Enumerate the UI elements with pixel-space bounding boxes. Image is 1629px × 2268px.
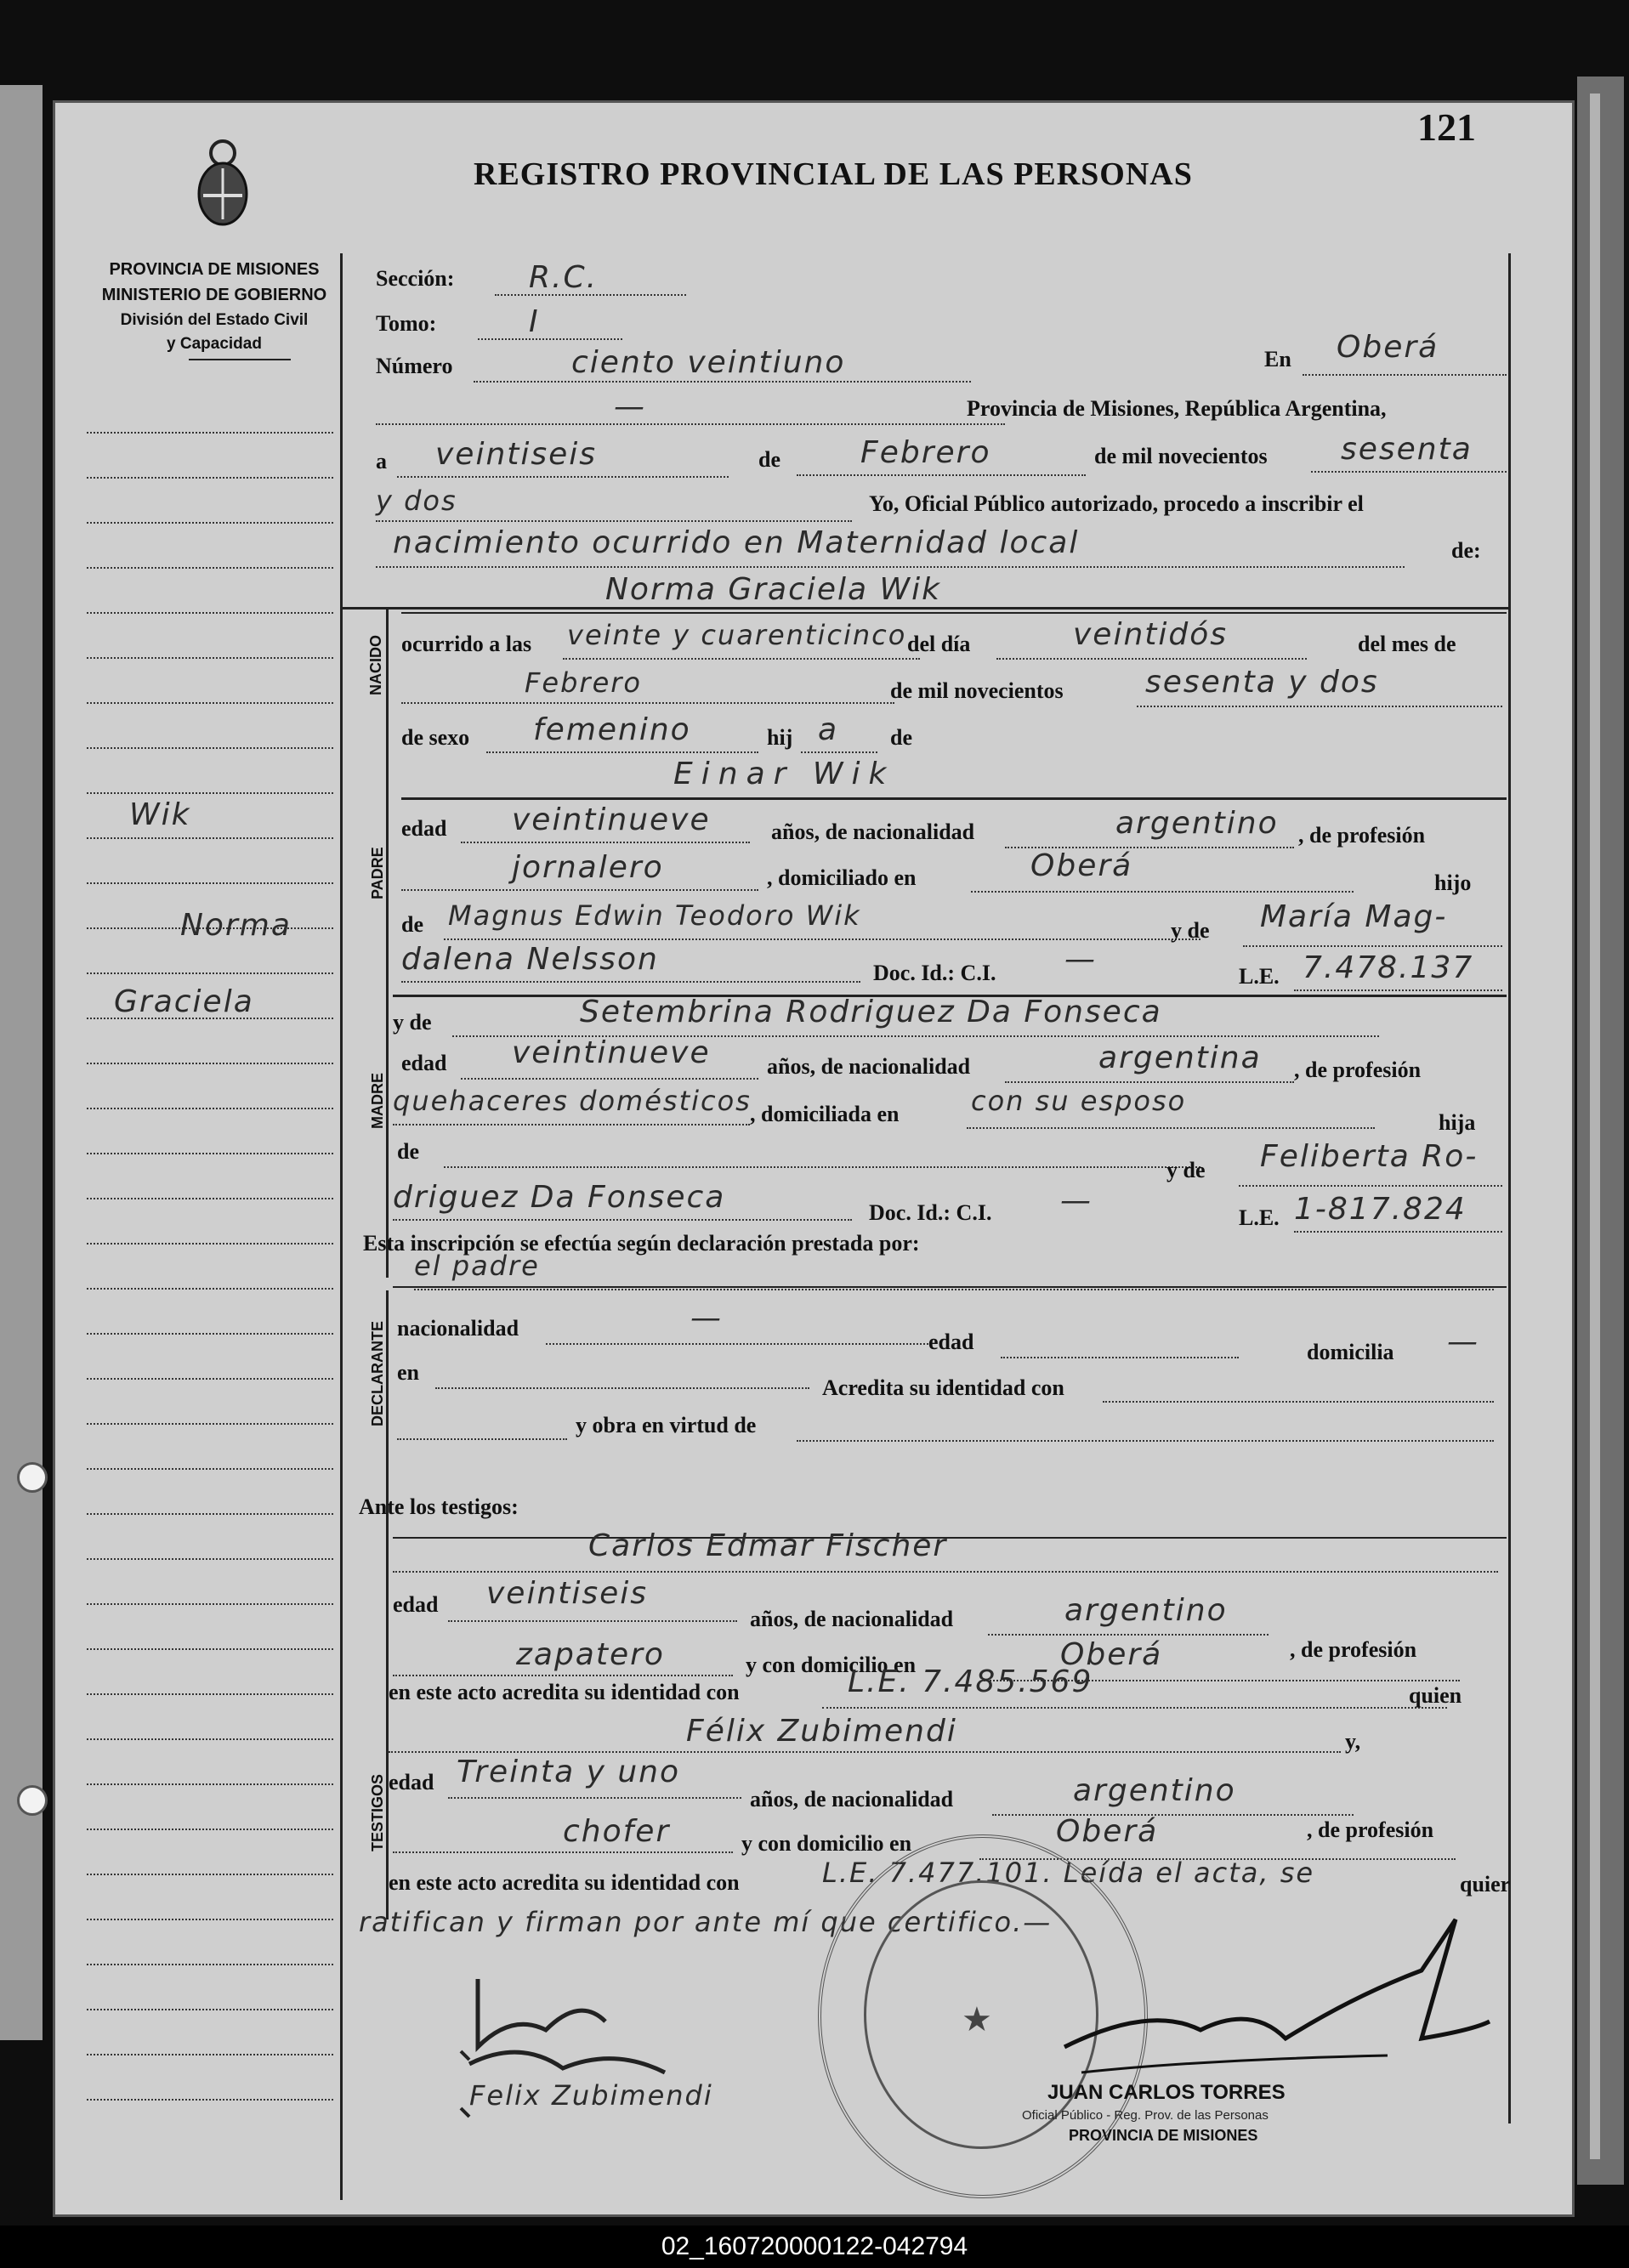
form-right-border <box>1508 253 1511 2123</box>
padre-le-line <box>1294 989 1502 991</box>
margin-name2: Graciela <box>114 984 254 1019</box>
nacido-top-rule <box>342 607 1508 610</box>
padre-doc-label: Doc. Id.: C.I. <box>873 961 996 985</box>
signature-felix: Felix Zubimendi <box>469 2079 713 2112</box>
t1-nac-value: argentino <box>1064 1593 1228 1628</box>
margin-rule <box>87 1874 333 1875</box>
margin-rule <box>87 1288 333 1290</box>
y-coma-label: y, <box>1345 1729 1361 1754</box>
margin-rule <box>87 522 333 524</box>
book-spine-edge <box>1577 77 1624 2185</box>
padre-le-label: L.E. <box>1239 964 1280 989</box>
sexo-value: femenino <box>533 712 691 747</box>
madre-side-label: MADRE <box>369 1073 386 1129</box>
dec-acredita-line <box>1103 1401 1494 1403</box>
padre-dom-label: , domiciliado en <box>767 865 917 890</box>
t1-acto-line <box>822 1707 1447 1709</box>
margin-rule <box>87 1423 333 1425</box>
padre-dom-value: Oberá <box>1030 848 1133 883</box>
declarante-top-rule <box>393 1286 1507 1288</box>
form-left-border <box>340 253 343 2200</box>
t1-acto-label: en este acto acredita su identidad con <box>389 1680 740 1704</box>
margin-rule <box>87 1198 333 1199</box>
en-line <box>1303 374 1507 376</box>
de2-label: de <box>890 725 912 750</box>
margin-rule <box>87 1693 333 1695</box>
page-number: 121 <box>1417 105 1476 149</box>
abuela-line <box>1243 945 1502 947</box>
yo-text: Yo, Oficial Público autorizado, procedo a inscribir el <box>869 491 1364 516</box>
margin-rule <box>87 1648 333 1650</box>
margin-rule <box>87 1558 333 1560</box>
madre-nac-value: argentina <box>1098 1040 1262 1075</box>
ministry-header: MINISTERIO DE GOBIERNO <box>101 286 327 304</box>
anio-value: sesenta <box>1341 432 1473 467</box>
abuelo-line <box>444 938 1200 940</box>
dec-nac-line <box>546 1343 928 1345</box>
madre-le-label: L.E. <box>1239 1205 1280 1230</box>
margin-rule <box>87 1108 333 1109</box>
madre-le-line <box>1294 1231 1502 1233</box>
madre-prof-value: quehaceres domésticos <box>393 1085 752 1117</box>
margin-surname: Wik <box>129 797 191 832</box>
nacido-rule <box>386 609 389 838</box>
province-line <box>376 423 1005 425</box>
dia-line <box>397 476 729 478</box>
madre-ci-value: — <box>1060 1183 1093 1218</box>
margin-rule <box>87 1738 333 1740</box>
margin-rule <box>87 1603 333 1605</box>
padre-rule <box>386 806 389 1027</box>
declarante-line <box>414 1289 1494 1290</box>
hora-line <box>563 658 920 660</box>
madre-edad-line <box>461 1078 758 1080</box>
header-underline <box>189 359 291 360</box>
sexo-label: de sexo <box>401 725 470 750</box>
dia-value: veintiseis <box>435 437 598 472</box>
anio-nac-line <box>1137 706 1502 707</box>
madre-edad-label: edad <box>401 1051 447 1075</box>
dash-value: — <box>614 389 646 424</box>
madre-prof-line <box>393 1124 750 1125</box>
scan-id-footer: 02_160720000122-042794 <box>0 2225 1629 2268</box>
dec-domicilia-label: domicilia <box>1307 1340 1394 1364</box>
padre-le-value: 7.478.137 <box>1303 950 1474 985</box>
padre-dom-line <box>971 891 1354 893</box>
hija-label: hija <box>1439 1110 1476 1135</box>
margin-rule <box>87 792 333 794</box>
margin-rule <box>87 837 333 839</box>
margin-rule <box>87 972 333 974</box>
abuela2-cont-line <box>393 1219 852 1221</box>
margin-rule <box>87 1513 333 1515</box>
dia-nac-value: veintidós <box>1073 617 1229 652</box>
quier-label: quier <box>1460 1872 1511 1897</box>
dec-edad-label: edad <box>928 1330 974 1354</box>
nombre-rule <box>401 612 1507 614</box>
ante-testigos-text: Ante los testigos: <box>359 1494 519 1519</box>
padre-prof-line <box>401 889 758 891</box>
testigos-top-rule <box>393 1537 1507 1539</box>
madre-prof-label: , de profesión <box>1294 1057 1422 1082</box>
margin-rule <box>87 1243 333 1245</box>
testigos-rule <box>386 1545 389 1919</box>
cierre-value: ratifican y firman por ante mí que certifico.— <box>359 1906 1053 1938</box>
padre-ci-value: — <box>1064 942 1097 977</box>
madre-dom-label: , domiciliada en <box>750 1102 900 1126</box>
margin-name1: Norma <box>180 908 292 943</box>
tomo-line <box>478 338 622 340</box>
margin-rule <box>87 2009 333 2010</box>
nacido-side-label: NACIDO <box>367 635 384 695</box>
t2-edad-value: Treinta y uno <box>457 1755 680 1789</box>
margin-rule <box>87 1468 333 1470</box>
anio-line <box>1311 471 1507 473</box>
t2-dom-value: Oberá <box>1056 1814 1159 1849</box>
anio-cont-value: y dos <box>376 485 457 517</box>
madre-dom-value: con su esposo <box>971 1085 1187 1117</box>
t1-edad-line <box>448 1620 737 1622</box>
margin-rule <box>87 1063 333 1064</box>
margin-rule <box>87 1333 333 1335</box>
padre-edad-line <box>461 842 750 843</box>
dec-en-line <box>435 1387 809 1389</box>
hij-label: hij <box>767 725 793 750</box>
margin-rule <box>87 612 333 614</box>
de-colon-label: de: <box>1451 538 1481 563</box>
t2-dom-label: y con domicilio en <box>741 1831 912 1856</box>
margin-rule <box>87 1919 333 1920</box>
en-value: Oberá <box>1337 330 1439 365</box>
tomo-value: I <box>529 304 540 339</box>
madre-value: Setembrina Rodriguez Da Fonseca <box>580 995 1162 1029</box>
padre-de-label: de <box>401 912 423 937</box>
padre-prof-label: , de profesión <box>1298 823 1426 848</box>
t1-edad-label: edad <box>393 1592 439 1617</box>
t1-prof-value: zapatero <box>516 1637 665 1672</box>
margin-rule <box>87 567 333 569</box>
seccion-label: Sección: <box>376 266 455 291</box>
dec-obra-line <box>797 1440 1494 1442</box>
t2-acto-label: en este acto acredita su identidad con <box>389 1870 740 1895</box>
margin-rule <box>87 1783 333 1785</box>
del-mes-label: del mes de <box>1358 632 1456 656</box>
t1-prof-line <box>393 1675 733 1676</box>
witness-signatures <box>410 1962 733 2157</box>
madre-dom-line <box>967 1127 1375 1129</box>
province-text: Provincia de Misiones, República Argentina, <box>967 396 1387 421</box>
lugar-line <box>376 566 1405 568</box>
mes-value: Febrero <box>860 435 991 470</box>
t2-prof-label: , de profesión <box>1307 1817 1434 1842</box>
stamp-star-icon: ★ <box>962 2000 992 2038</box>
madre-nac-line <box>1005 1081 1294 1083</box>
anio-nac-value: sesenta y dos <box>1145 665 1379 700</box>
margin-rule <box>87 1964 333 1965</box>
division-header: División del Estado Civil <box>120 311 309 329</box>
margin-rule <box>87 432 333 434</box>
hijo-label: hijo <box>1434 870 1472 895</box>
nombre-value: Norma Graciela Wik <box>605 572 941 607</box>
t1-nac-label: años, de nacionalidad <box>750 1607 954 1631</box>
dec-dom-value: — <box>1447 1324 1479 1359</box>
binding-ring <box>17 1462 46 1819</box>
mes-nac-line <box>401 702 894 704</box>
official-title: Oficial Público - Reg. Prov. de las Personas <box>1022 2108 1269 2123</box>
dec-acredita-label: Acredita su identidad con <box>822 1375 1064 1400</box>
t2-prof-value: chofer <box>563 1814 671 1849</box>
madre-de-label: de <box>397 1139 419 1164</box>
mes-line <box>797 474 1086 476</box>
madre-y-de2-label: y de <box>1166 1158 1206 1182</box>
padre-side-label: PADRE <box>369 847 386 899</box>
t2-nac-value: argentino <box>1073 1773 1236 1808</box>
margin-rule <box>87 747 333 749</box>
padre-y-de-label: y de <box>1171 918 1210 943</box>
declarante-value: el padre <box>414 1250 540 1282</box>
madre-nac-label: años, de nacionalidad <box>767 1054 971 1079</box>
t1-id-value: L.E. 7.485.569 <box>848 1664 1093 1699</box>
madre-y-de-label: y de <box>393 1010 432 1035</box>
seccion-value: R.C. <box>529 260 599 295</box>
padre-top-rule <box>401 797 1507 800</box>
abuela2-line <box>1239 1185 1502 1187</box>
capacity-header: y Capacidad <box>167 335 262 353</box>
page-title: REGISTRO PROVINCIAL DE LAS PERSONAS <box>474 156 1193 192</box>
testigo2-value: Félix Zubimendi <box>686 1714 957 1749</box>
padre-prof-value: jornalero <box>512 850 664 885</box>
abuelo2-line <box>444 1166 1200 1168</box>
margin-rule <box>87 1378 333 1380</box>
margin-rule <box>87 882 333 884</box>
numero-value: ciento veintiuno <box>571 345 846 380</box>
margin-rule <box>87 1153 333 1154</box>
madre-le-value: 1-817.824 <box>1294 1192 1467 1227</box>
margin-rule <box>87 477 333 479</box>
de-mil-nov-label: de mil novecientos <box>890 678 1064 703</box>
sexo-line <box>486 751 758 753</box>
inscripcion-text: Esta inscripción se efectúa según declaración prestada por: <box>363 1231 920 1256</box>
abuela-value-a: María Mag- <box>1260 899 1448 934</box>
numero-line <box>474 381 971 383</box>
abuelo-value: Magnus Edwin Teodoro Wik <box>448 899 861 932</box>
t1-nac-line <box>988 1634 1269 1636</box>
t1-dom-value: Oberá <box>1060 1637 1163 1672</box>
margin-rule <box>87 702 333 704</box>
hij-line <box>801 751 877 753</box>
quien-label: quien <box>1409 1683 1462 1708</box>
province-header: PROVINCIA DE MISIONES <box>109 260 320 279</box>
lugar-value: nacimiento ocurrido en Maternidad local <box>393 525 1080 560</box>
t2-id-value: L.E. 7.477.101. Leída el acta, se <box>822 1857 1315 1889</box>
hora-value: veinte y cuarenticinco <box>567 619 907 651</box>
dec-obra-label: y obra en virtud de <box>576 1413 757 1437</box>
del-dia-label: del día <box>907 632 971 656</box>
margin-rule <box>87 2054 333 2055</box>
margin-rule <box>87 1829 333 1830</box>
abuela2-value-b: driguez Da Fonseca <box>393 1180 726 1215</box>
anio-cont-line <box>376 520 852 522</box>
dec-obra-pre-line <box>397 1438 567 1440</box>
register-page <box>53 100 1575 2217</box>
t2-edad-label: edad <box>389 1770 434 1795</box>
tomo-label: Tomo: <box>376 311 437 336</box>
coat-of-arms-icon <box>193 134 253 228</box>
hij-suffix-value: a <box>818 712 839 747</box>
testigo1-line <box>393 1571 1498 1573</box>
official-province: PROVINCIA DE MISIONES <box>1069 2127 1258 2144</box>
numero-label: Número <box>376 354 453 378</box>
padre-edad-label: edad <box>401 816 447 841</box>
t2-nac-line <box>992 1814 1354 1816</box>
abuela-cont-line <box>401 981 860 983</box>
t2-edad-line <box>448 1797 741 1799</box>
madre-doc-label: Doc. Id.: C.I. <box>869 1200 992 1225</box>
t2-nac-label: años, de nacionalidad <box>750 1787 954 1812</box>
testigo2-line <box>389 1751 1341 1753</box>
mes-nac-value: Febrero <box>525 666 642 699</box>
dec-en-label: en <box>397 1360 419 1385</box>
page-stack-edge <box>1590 94 1600 2159</box>
padre-value: Einar Wik <box>673 757 895 791</box>
abuela-value-b: dalena Nelsson <box>401 942 659 977</box>
dec-nac-label: nacionalidad <box>397 1316 519 1341</box>
testigos-side-label: TESTIGOS <box>369 1773 386 1851</box>
margin-rule <box>87 657 333 659</box>
dec-edad-line <box>1001 1357 1239 1358</box>
padre-nac-label: años, de nacionalidad <box>771 819 975 844</box>
de-label: de <box>758 447 780 472</box>
t1-edad-value: veintiseis <box>486 1576 649 1611</box>
t1-prof-label: , de profesión <box>1290 1637 1417 1662</box>
t1-dom-label: y con domicilio en <box>746 1653 917 1677</box>
a-label: a <box>376 449 387 473</box>
margin-rule <box>87 2099 333 2101</box>
ocurrido-label: ocurrido a las <box>401 632 532 656</box>
testigo1-value: Carlos Edmar Fischer <box>588 1528 948 1563</box>
padre-edad-value: veintinueve <box>512 802 711 837</box>
en-label: En <box>1264 347 1291 371</box>
dia-nac-line <box>996 658 1307 660</box>
abuela2-value-a: Feliberta Ro- <box>1260 1139 1479 1174</box>
mil-nov-label: de mil novecientos <box>1094 444 1268 468</box>
dec-nac-value: — <box>690 1301 723 1335</box>
madre-edad-value: veintinueve <box>512 1035 711 1070</box>
official-name: JUAN CARLOS TORRES <box>1047 2081 1286 2104</box>
declarante-side-label: DECLARANTE <box>369 1321 386 1426</box>
t2-prof-line <box>393 1851 733 1853</box>
padre-nac-value: argentino <box>1115 806 1279 841</box>
